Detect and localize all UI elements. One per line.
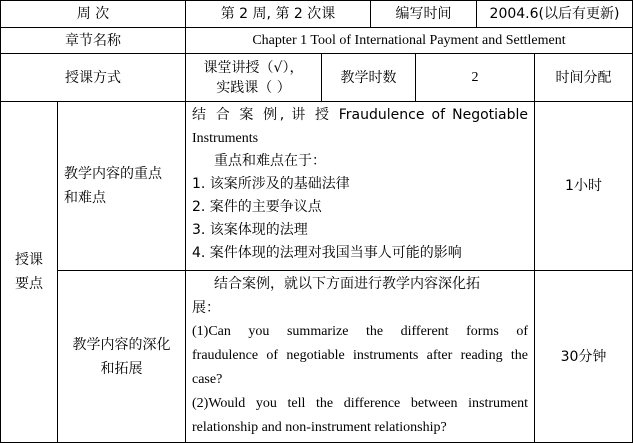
date-label: 编写时间 <box>370 0 477 28</box>
section2-label-line2: 和拓展 <box>100 360 143 377</box>
mode-type-line1: 课堂讲授（√）， <box>203 59 304 76</box>
section1-label-line2: 和难点 <box>64 190 106 206</box>
section2-question2-b: relationship and non-instrument relationship? <box>192 420 447 435</box>
section2-question1-a: (1)Can you summarize the different forms of <box>192 324 528 339</box>
section1-item-1: 1. 该案所涉及的基础法律 <box>192 176 350 192</box>
section1-time: 1小时 <box>534 101 633 271</box>
section1-item-4: 4. 案件体现的法理对我国当事人可能的影响 <box>192 245 462 261</box>
key-points-label <box>0 101 58 443</box>
week-label: 周 次 <box>0 0 186 28</box>
mode-label: 授课方式 <box>0 53 186 102</box>
section1-content <box>185 101 535 271</box>
section2-time: 30分钟 <box>534 270 633 443</box>
section1-label <box>57 101 186 271</box>
key-points-label-line2: 要点 <box>15 276 43 292</box>
hours-label: 教学时数 <box>321 53 416 102</box>
section2-intro-b: 展： <box>192 300 220 316</box>
section1-item-3: 3. 该案体现的法理 <box>192 222 308 238</box>
section1-intro-b: Instruments <box>192 131 259 146</box>
section2-question1-b: fraudulence of negotiable instruments after reading the <box>192 348 528 363</box>
section2-label-line1: 教学内容的深化 <box>72 336 171 353</box>
section1-item-2: 2. 案件的主要争议点 <box>192 199 322 215</box>
time-allocation-label: 时间分配 <box>534 53 633 102</box>
section2-content <box>185 270 535 443</box>
chapter-value: Chapter 1 Tool of International Payment and Settlement <box>185 27 633 54</box>
key-points-label-line1: 授课 <box>15 252 43 268</box>
section1-intro-a: 结 合 案 例, 讲 授 Fraudulence of Negotiable <box>192 107 528 123</box>
hours-value: 2 <box>415 53 535 102</box>
mode-type <box>185 53 322 102</box>
section1-label-line1: 教学内容的重点 <box>64 166 162 182</box>
section2-label <box>57 270 186 443</box>
chapter-label: 章节名称 <box>0 27 186 54</box>
section1-subtitle: 重点和难点在于： <box>214 153 326 169</box>
mode-type-line2: 实践课（ ） <box>216 79 291 96</box>
section2-question2-a: (2)Would you tell the difference between instrument <box>192 396 528 411</box>
date-value: 2004.6(以后有更新) <box>476 0 633 28</box>
week-value: 第 2 周, 第 2 次课 <box>185 0 371 28</box>
section2-intro-a: 结合案例，就以下方面进行教学内容深化拓 <box>214 276 480 292</box>
section2-question1-c: case? <box>192 372 223 387</box>
